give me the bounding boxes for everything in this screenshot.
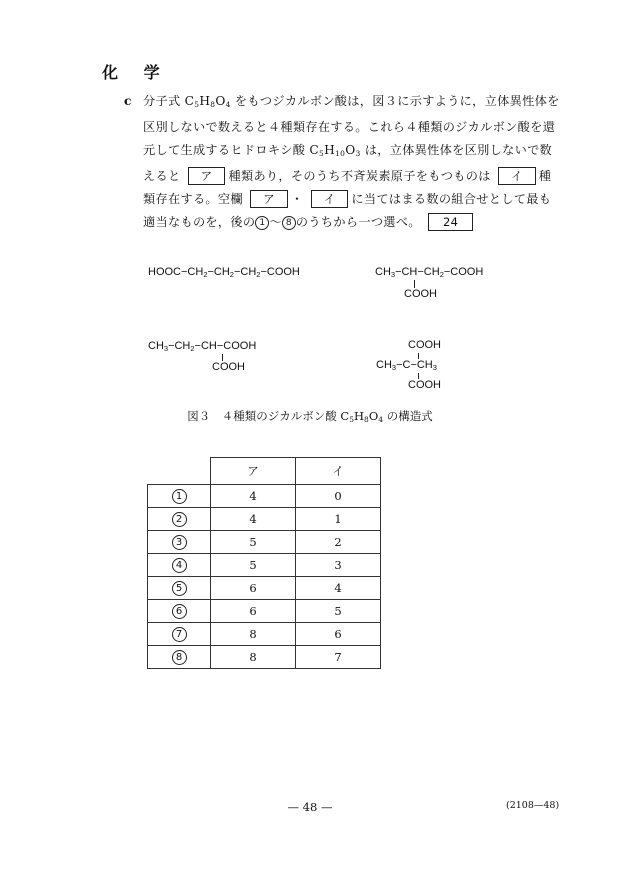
table-row — [148, 646, 381, 669]
table-row — [148, 623, 381, 646]
text-segment: −CH — [168, 340, 191, 352]
value-i: 2 — [296, 531, 381, 554]
circled-number: 6 — [172, 604, 187, 619]
text-segment: −COOH — [260, 266, 300, 278]
value-i: 5 — [296, 600, 381, 623]
header-i: イ — [296, 458, 381, 485]
choice-number-cell — [148, 646, 211, 669]
answer-number-box: 24 — [428, 213, 473, 231]
text-segment: −CH−CH — [395, 266, 440, 278]
figure-caption — [0, 408, 620, 424]
text-segment: ・ — [290, 192, 304, 206]
choice-number-cell — [148, 531, 211, 554]
subscript: 2 — [203, 270, 208, 279]
value-a: 5 — [211, 531, 296, 554]
subscript: 3 — [163, 344, 169, 353]
blank-box-a-ref: ア — [250, 190, 288, 208]
value-i: 1 — [296, 508, 381, 531]
blank-box-i-ref: イ — [311, 190, 349, 208]
choice-number-cell — [148, 600, 211, 623]
question-text — [124, 90, 563, 234]
text-segment: O — [345, 143, 356, 157]
text-segment: は，立体異性体を区別しないで数えると — [143, 143, 553, 183]
subscript: 10 — [335, 149, 346, 158]
answer-choices-table — [147, 457, 381, 669]
value-i: 3 — [296, 554, 381, 577]
subscript: 8 — [210, 100, 216, 109]
subscript: 3 — [355, 149, 361, 158]
circled-number: 3 — [172, 535, 187, 550]
text-segment: 種類あり，そのうち不斉炭素原子をもつものは — [228, 169, 491, 183]
value-a: 6 — [211, 577, 296, 600]
table-row — [148, 508, 381, 531]
text-segment: −CH−COOH — [194, 340, 257, 352]
subscript: 3 — [391, 363, 397, 372]
document-code: (2108—48) — [506, 800, 560, 811]
value-a: 8 — [211, 623, 296, 646]
value-a: 5 — [211, 554, 296, 577]
subscript: 5 — [349, 415, 355, 424]
circled-number: 1 — [172, 489, 187, 504]
table-row — [148, 577, 381, 600]
text-segment: −COOH — [443, 266, 484, 278]
subscript: 3 — [390, 270, 396, 279]
text-segment: CH — [375, 266, 391, 278]
text-segment: ～ — [269, 215, 282, 229]
circled-number: 4 — [172, 558, 187, 573]
subscript: 2 — [439, 270, 444, 279]
subscript: 8 — [364, 415, 369, 424]
text-segment: CH — [148, 340, 164, 352]
text-segment: H — [199, 94, 211, 108]
value-a: 4 — [211, 508, 296, 531]
substituent-cooh: COOH — [212, 361, 245, 373]
choice-number-cell — [148, 577, 211, 600]
value-a: 8 — [211, 646, 296, 669]
blank-box-i: イ — [498, 167, 536, 185]
text-segment: に当てはまる数の組合せとして最も適当なものを，後の — [143, 192, 552, 229]
subscript: 2 — [190, 344, 195, 353]
circled-number: 5 — [172, 581, 187, 596]
substituent-cooh-bottom: COOH — [408, 379, 441, 391]
choice-number-cell — [148, 623, 211, 646]
text-segment: HOOC−CH — [148, 266, 204, 278]
circled-number: 8 — [172, 650, 187, 665]
text-segment: をもつジカルボン酸は，図３に示すように，立体異性体を区別しないで数えると４種類存在する。これら４種類のジカルボン酸を還元して生成するヒドロキシ酸 C — [143, 94, 560, 157]
value-i: 0 — [296, 485, 381, 508]
value-a: 4 — [211, 485, 296, 508]
subscript: 4 — [225, 100, 231, 109]
structure-dimethylmalonic-acid — [376, 359, 437, 374]
table-row — [148, 531, 381, 554]
subject-heading: 化 学 — [102, 63, 170, 82]
text-segment: の構造式 — [383, 409, 433, 423]
choice-number-cell — [148, 508, 211, 531]
value-i: 6 — [296, 623, 381, 646]
text-segment: 種類存在する。空欄 — [143, 169, 552, 206]
table-corner-cell — [148, 458, 211, 485]
text-segment: O — [368, 409, 379, 423]
page-number: — 48 — — [287, 800, 333, 814]
text-segment: H — [324, 143, 336, 157]
value-a: 6 — [211, 600, 296, 623]
question-label: c — [124, 94, 132, 108]
header-a: ア — [211, 458, 296, 485]
subscript: 5 — [319, 149, 325, 158]
circled-number: 7 — [172, 627, 187, 642]
text-segment: H — [354, 409, 365, 423]
substituent-cooh: COOH — [404, 288, 437, 300]
text-segment: −CH — [233, 266, 257, 278]
text-segment: CH — [376, 359, 392, 371]
subscript: 4 — [378, 415, 384, 424]
bond-line — [222, 354, 223, 361]
table-row — [148, 554, 381, 577]
text-segment: のうちから一つ選べ。 — [295, 215, 421, 229]
structure-glutaric-acid — [148, 266, 300, 281]
text-segment: 分子式 C — [143, 94, 195, 108]
subscript: 5 — [194, 100, 200, 109]
value-i: 7 — [296, 646, 381, 669]
bond-line — [414, 280, 415, 288]
structure-ethylmalonic-acid — [148, 340, 256, 355]
circled-number: 2 — [172, 512, 187, 527]
subscript: 3 — [432, 363, 437, 372]
substituent-cooh-top: COOH — [408, 339, 441, 351]
value-i: 4 — [296, 577, 381, 600]
table-row — [148, 600, 381, 623]
circled-number: 8 — [282, 216, 296, 230]
structure-2-methylsuccinic-acid — [375, 266, 483, 281]
subscript: 2 — [256, 270, 261, 279]
choice-number-cell — [148, 485, 211, 508]
choice-number-cell — [148, 554, 211, 577]
circled-number: 1 — [255, 216, 269, 230]
blank-box-a: ア — [188, 167, 226, 185]
text-segment: 図３ ４種類のジカルボン酸 C — [187, 409, 350, 423]
text-segment: O — [215, 94, 226, 108]
subscript: 2 — [229, 270, 234, 279]
text-segment: −CH — [207, 266, 230, 278]
table-header-row — [148, 458, 381, 485]
table-row — [148, 485, 381, 508]
text-segment: −C−CH — [396, 359, 433, 371]
